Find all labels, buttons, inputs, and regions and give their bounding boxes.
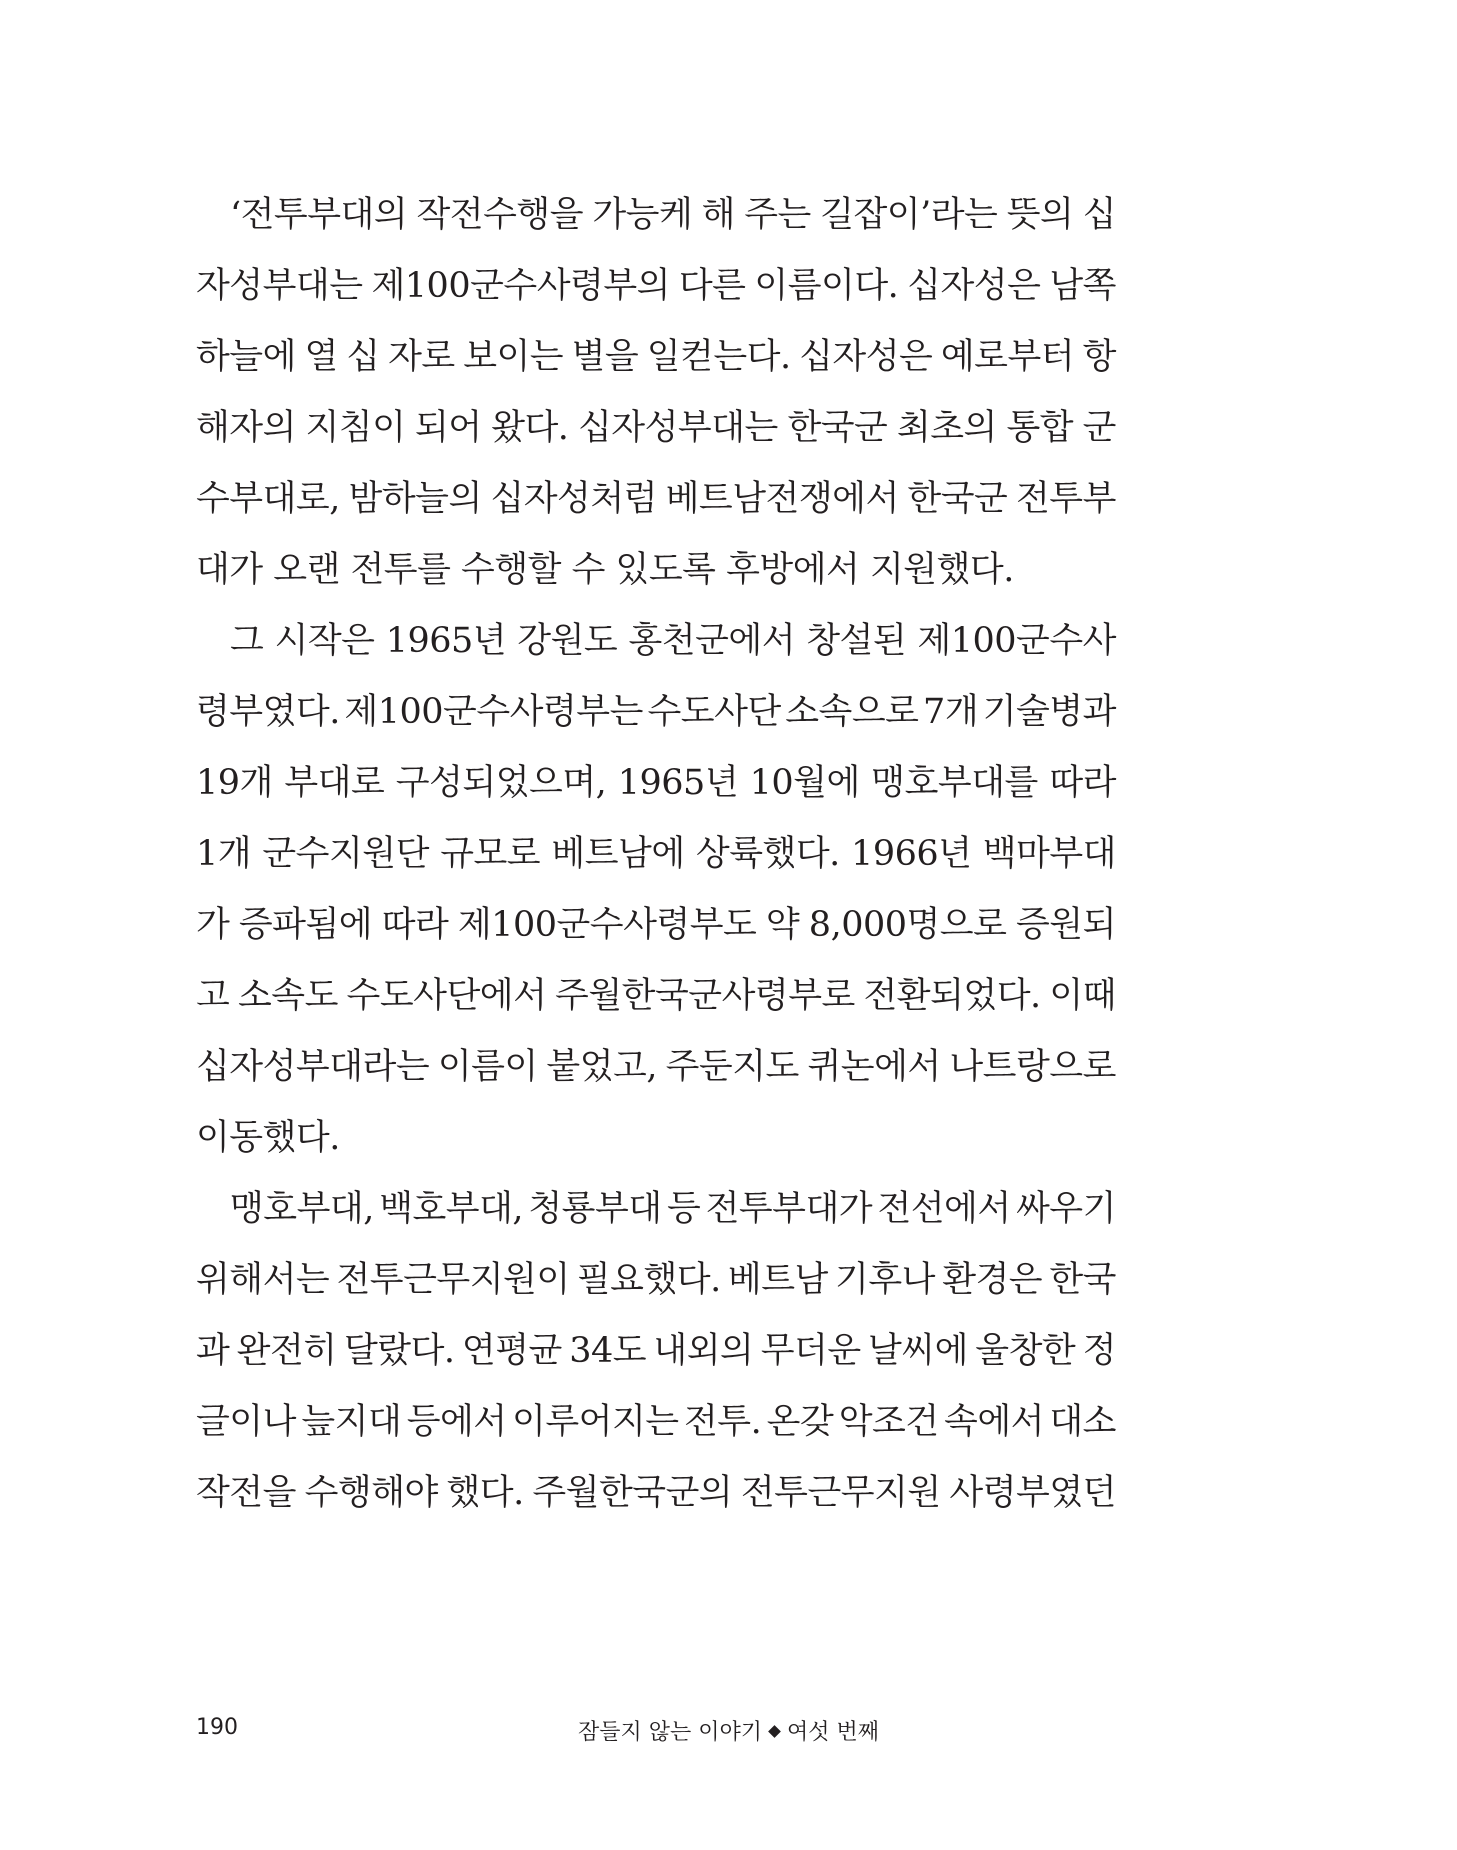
word: 주는 [744,195,811,235]
word: 8,000명으로 [808,905,1007,945]
word: 나트랑으로 [949,1047,1116,1087]
word: 등 [666,1189,701,1229]
word: 전투부 [1016,479,1116,519]
word: 보이는 [463,337,564,377]
word: 십 [1082,195,1116,235]
word: 작전을 [196,1473,296,1513]
word: 울창한 [975,1331,1076,1371]
word: 작전수행을 [416,195,584,235]
word: 전환되었다. [863,976,1041,1016]
text-line [196,748,1116,819]
word: 해 [701,195,735,235]
word: 퀴논에서 [807,1047,941,1087]
body-text [196,180,1116,1529]
page-footer [0,1715,1457,1755]
word: 필요했다. [576,1260,721,1300]
word: 시작은 [274,621,375,661]
word: 일컫는다. [646,337,791,377]
text-line [196,322,1116,393]
text-line [196,464,1116,535]
word: 과 [196,1331,230,1371]
word: 내외의 [653,1331,754,1371]
word: 등에서 [406,1402,507,1442]
word: 소속으로 [785,692,919,732]
word: 19개 [196,763,273,803]
word: 소속도 [237,976,338,1016]
text-line [196,1316,1116,1387]
word: 10월에 [749,763,860,803]
text-line: 이동했다. [196,1118,340,1158]
word: 제100군수사령부의 [371,266,670,306]
word: 군수지원단 [262,834,429,874]
word: 약 [765,905,800,945]
word: 해자의 [196,408,296,448]
word: 베트남전쟁에서 [665,479,899,519]
word: 이루어지는 [512,1402,679,1442]
word: 항 [1082,337,1116,377]
volume-label: 여섯 번째 [787,1720,880,1745]
word: 정 [1082,1331,1116,1371]
word: 7개 [923,692,979,732]
word: 왔다. [491,408,569,448]
text-line [196,1387,1116,1458]
word: 증원되 [1016,905,1116,945]
word: 군 [1082,408,1116,448]
word: 기후나 [835,1260,935,1300]
running-title [0,1715,1457,1746]
text-line [196,606,1116,677]
word: 따라 [381,905,449,945]
word: 1개 [196,834,252,874]
word: 1966년 [851,834,972,874]
word: 홍천군에서 [628,621,796,661]
word: 글이나 [196,1402,296,1442]
word: 완전히 [236,1331,337,1371]
word: 사령부였던 [949,1473,1116,1513]
word: 열 [304,337,338,377]
word: 지침이 [305,408,406,448]
word: 전투근무지원 [740,1473,941,1513]
word: 맹호부대를 [871,763,1038,803]
word: ‘전투부대의 [230,195,408,235]
word: 길잡이’라는 [820,195,998,235]
word: 싸우기 [1016,1189,1116,1229]
word: 자로 [388,337,455,377]
word: 부대로 [284,763,385,803]
word: 붙었고, [546,1047,657,1087]
word: 강원도 [517,621,618,661]
word: 남쪽 [1049,266,1116,306]
word: 전투부대가 [705,1189,873,1229]
word: 가 [196,905,230,945]
word: 베트남 [727,1260,828,1300]
word: 밤하늘의 [348,479,482,519]
word: 주월한국군의 [532,1473,733,1513]
word: 전투근무지원이 [336,1260,570,1300]
word: 연평균 [461,1331,562,1371]
word: 이때 [1049,976,1116,1016]
word: 제100군수사령부는 [344,692,643,732]
word: 십자성은 [799,337,933,377]
word: 예로부터 [940,337,1075,377]
word: 대소 [1049,1402,1116,1442]
word: 십자성부대는 [578,408,778,448]
word: 1965년 [617,763,739,803]
text-line [196,1458,1116,1529]
word: 청룡부대 [528,1189,662,1229]
word: 고 [196,976,230,1016]
word: 가능케 [592,195,693,235]
word: 위해서는 [196,1260,330,1300]
word: 백마부대 [982,834,1116,874]
word: 한국 [1049,1260,1116,1300]
paragraph [196,1174,1116,1529]
word: 상륙했다. [695,834,840,874]
word: 규모로 [440,834,541,874]
word: 수도사단 [647,692,781,732]
word: 수행해야 [304,1473,438,1513]
word: 주둔지도 [665,1047,799,1087]
word: 맹호부대, [230,1189,374,1229]
word: 전선에서 [877,1189,1011,1229]
word: 십자성은 [907,266,1041,306]
book-title: 잠들지 않는 이야기 [577,1720,762,1745]
text-line [196,393,1116,464]
word: 날씨에 [868,1331,968,1371]
word: 이름이 [437,1047,538,1087]
word: 악조건 [838,1402,939,1442]
word: 이름이다. [754,266,899,306]
word: 증파됨에 [238,905,373,945]
word: 자성부대는 [196,266,363,306]
word: 십자성부대라는 [196,1047,430,1087]
word: 통합 [1006,408,1074,448]
text-line [196,677,1116,748]
text-line [196,180,1116,251]
text-line [196,819,1116,890]
word: 한국군 [907,479,1008,519]
word: 령부였다. [196,692,340,732]
word: 되어 [415,408,482,448]
diamond-icon [768,1725,781,1738]
text-line: 대가 오랜 전투를 수행할 수 있도록 후방에서 지원했다. [196,550,1014,590]
word: 구성되었으며, [395,763,607,803]
word: 뜻의 [1006,195,1074,235]
word: 다른 [678,266,746,306]
word: 1965년 [385,621,507,661]
word: 늪지대 [301,1402,402,1442]
word: 환경은 [942,1260,1043,1300]
word: 하늘에 [196,337,296,377]
word: 백호부대, [379,1189,524,1229]
word: 그 [230,621,264,661]
text-line [196,251,1116,322]
word: 베트남에 [551,834,685,874]
text-line [196,961,1116,1032]
word: 무더운 [760,1331,861,1371]
word: 속에서 [944,1402,1044,1442]
word: 창설된 [806,621,907,661]
word: 제100군수사 [917,621,1116,661]
word: 한국군 [787,408,888,448]
word: 제100군수사령부도 [457,905,757,945]
paragraph [196,180,1116,606]
text-line [196,1245,1116,1316]
word: 했다. [446,1473,524,1513]
page-number: 190 [196,1715,238,1740]
word: 34도 [569,1331,647,1371]
text-line [196,890,1116,961]
word: 십 [346,337,380,377]
word: 달랐다. [343,1331,455,1371]
word: 전투. [684,1402,762,1442]
word: 기술병과 [982,692,1116,732]
word: 최초의 [896,408,997,448]
word: 수부대로, [196,479,340,519]
word: 별을 [571,337,639,377]
word: 온갖 [766,1402,834,1442]
word: 주월한국군사령부로 [555,976,855,1016]
word: 따라 [1049,763,1116,803]
text-line [196,1174,1116,1245]
text-line [196,1032,1116,1103]
paragraph [196,606,1116,1174]
word: 수도사단에서 [346,976,547,1016]
word: 십자성처럼 [490,479,657,519]
